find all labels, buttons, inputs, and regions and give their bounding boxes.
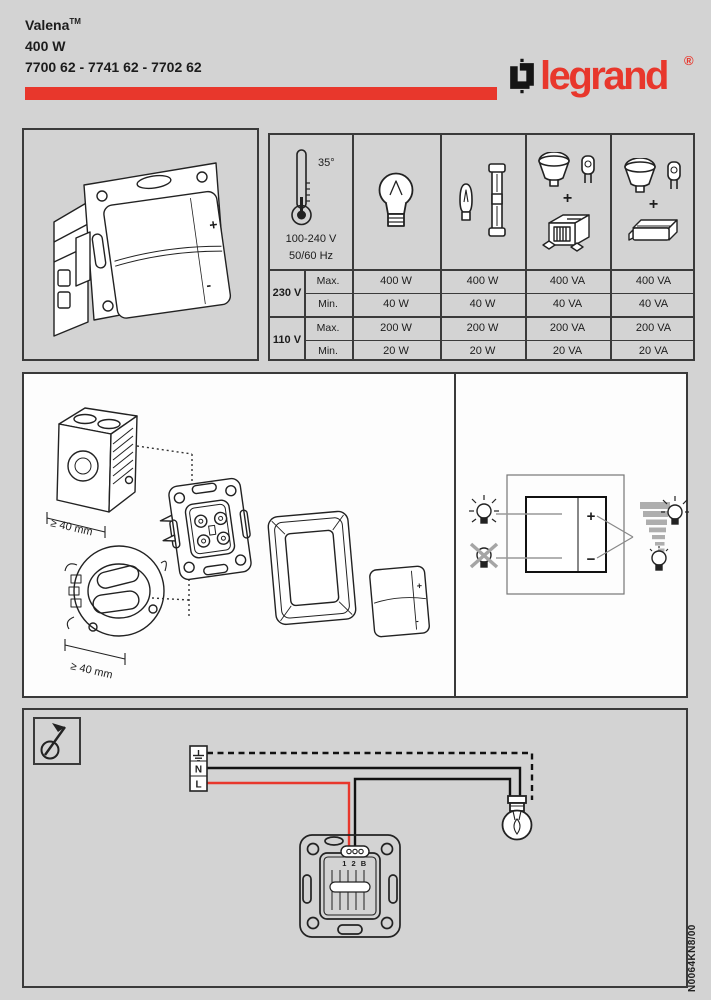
wiring-diagram — [24, 710, 686, 986]
rocker-minus-mark: - — [415, 615, 420, 626]
usage-plus-mark: + — [586, 508, 596, 525]
rating-value: 200 W — [466, 321, 499, 334]
mechanism-terminal-labels: 1 2 B — [342, 859, 368, 868]
rating-value: 400 VA — [549, 274, 586, 287]
limit-label: Min. — [318, 298, 338, 311]
document-reference: N0064KN8/00 — [687, 924, 698, 992]
red-bar — [25, 87, 497, 100]
ironcore-transformer-icon — [541, 210, 595, 252]
frequency-label: 50/60 Hz — [288, 250, 334, 262]
max-temp-label: 35° — [318, 157, 335, 169]
dimmer-product-drawing — [24, 130, 257, 359]
brightness-ramp-icon — [640, 502, 670, 557]
light-off-icon — [471, 544, 497, 567]
rating-value: 40 VA — [638, 298, 669, 311]
round-box-depth-label: ≥ 40 mm — [69, 660, 114, 682]
voltage-110-label: 110 V — [272, 333, 302, 346]
live-terminal-label: L — [195, 779, 202, 791]
usage-diagram — [456, 374, 690, 696]
spec-table — [268, 133, 695, 361]
wiring-panel — [22, 708, 688, 988]
spot-electronic-cell — [610, 135, 697, 269]
dimmer-mechanism-drawing — [300, 835, 400, 937]
switched-live-wire — [355, 779, 510, 851]
header-block — [25, 11, 202, 78]
plus-sign: + — [648, 196, 659, 213]
installation-exploded-diagram — [24, 374, 454, 696]
rating-value: 20 W — [383, 345, 409, 358]
screwdriver-icon — [42, 723, 66, 759]
rating-value: 40 VA — [552, 298, 583, 311]
rocker-plus-mark: + — [416, 580, 423, 591]
product-name: Valena™ — [25, 17, 81, 33]
trademark-symbol: TM — [69, 17, 81, 26]
neutral-terminal-label: N — [194, 764, 203, 776]
halogen-230v-lamps-icon — [452, 154, 514, 250]
diagrams-panel — [22, 372, 688, 698]
square-box-depth-label: ≥ 40 mm — [49, 517, 94, 539]
product-power: 400 W — [25, 38, 66, 54]
spot-ironcore-cell — [525, 135, 610, 269]
halogen-cell — [440, 135, 525, 269]
product-plus-mark: + — [208, 215, 219, 233]
limit-label: Max. — [316, 274, 340, 287]
rating-value: 200 VA — [635, 321, 672, 334]
light-on-icon — [469, 495, 499, 523]
incandescent-bulb-icon — [373, 171, 419, 233]
rating-value: 20 VA — [638, 345, 669, 358]
product-picture-panel — [22, 128, 259, 361]
rating-value: 20 W — [469, 345, 496, 358]
legrand-logo-icon — [508, 58, 536, 94]
spot-and-capsule-lamps-icon — [623, 158, 685, 194]
limit-label: Max. — [316, 321, 340, 334]
earth-wire — [207, 753, 532, 800]
live-wire — [207, 783, 349, 851]
incandescent-cell — [352, 135, 440, 269]
rating-value: 400 W — [466, 274, 499, 287]
voltage-range-label: 100-240 V — [285, 233, 337, 245]
usage-minus-mark: − — [586, 551, 596, 568]
rating-value: 200 VA — [549, 321, 586, 334]
product-minus-mark: - — [205, 276, 213, 293]
lamp-icon — [503, 796, 532, 840]
rating-value: 40 W — [383, 298, 409, 311]
rating-value: 20 VA — [552, 345, 583, 358]
product-references: 7700 62 - 7741 62 - 7702 62 — [25, 59, 202, 75]
legrand-wordmark: legrand — [540, 54, 667, 98]
thermometer-icon — [288, 147, 316, 229]
rating-value: 400 VA — [635, 274, 672, 287]
registered-symbol: ® — [684, 53, 694, 68]
supply-terminal-block — [190, 746, 207, 791]
electronic-transformer-icon — [625, 216, 683, 246]
spot-and-capsule-lamps-icon — [537, 152, 599, 188]
limit-label: Min. — [318, 345, 338, 358]
rating-value: 200 W — [380, 321, 412, 334]
rating-value: 40 W — [469, 298, 496, 311]
voltage-230-label: 230 V — [272, 286, 302, 299]
environment-cell — [270, 135, 352, 269]
rating-value: 400 W — [380, 274, 412, 287]
plus-sign: + — [562, 190, 573, 207]
